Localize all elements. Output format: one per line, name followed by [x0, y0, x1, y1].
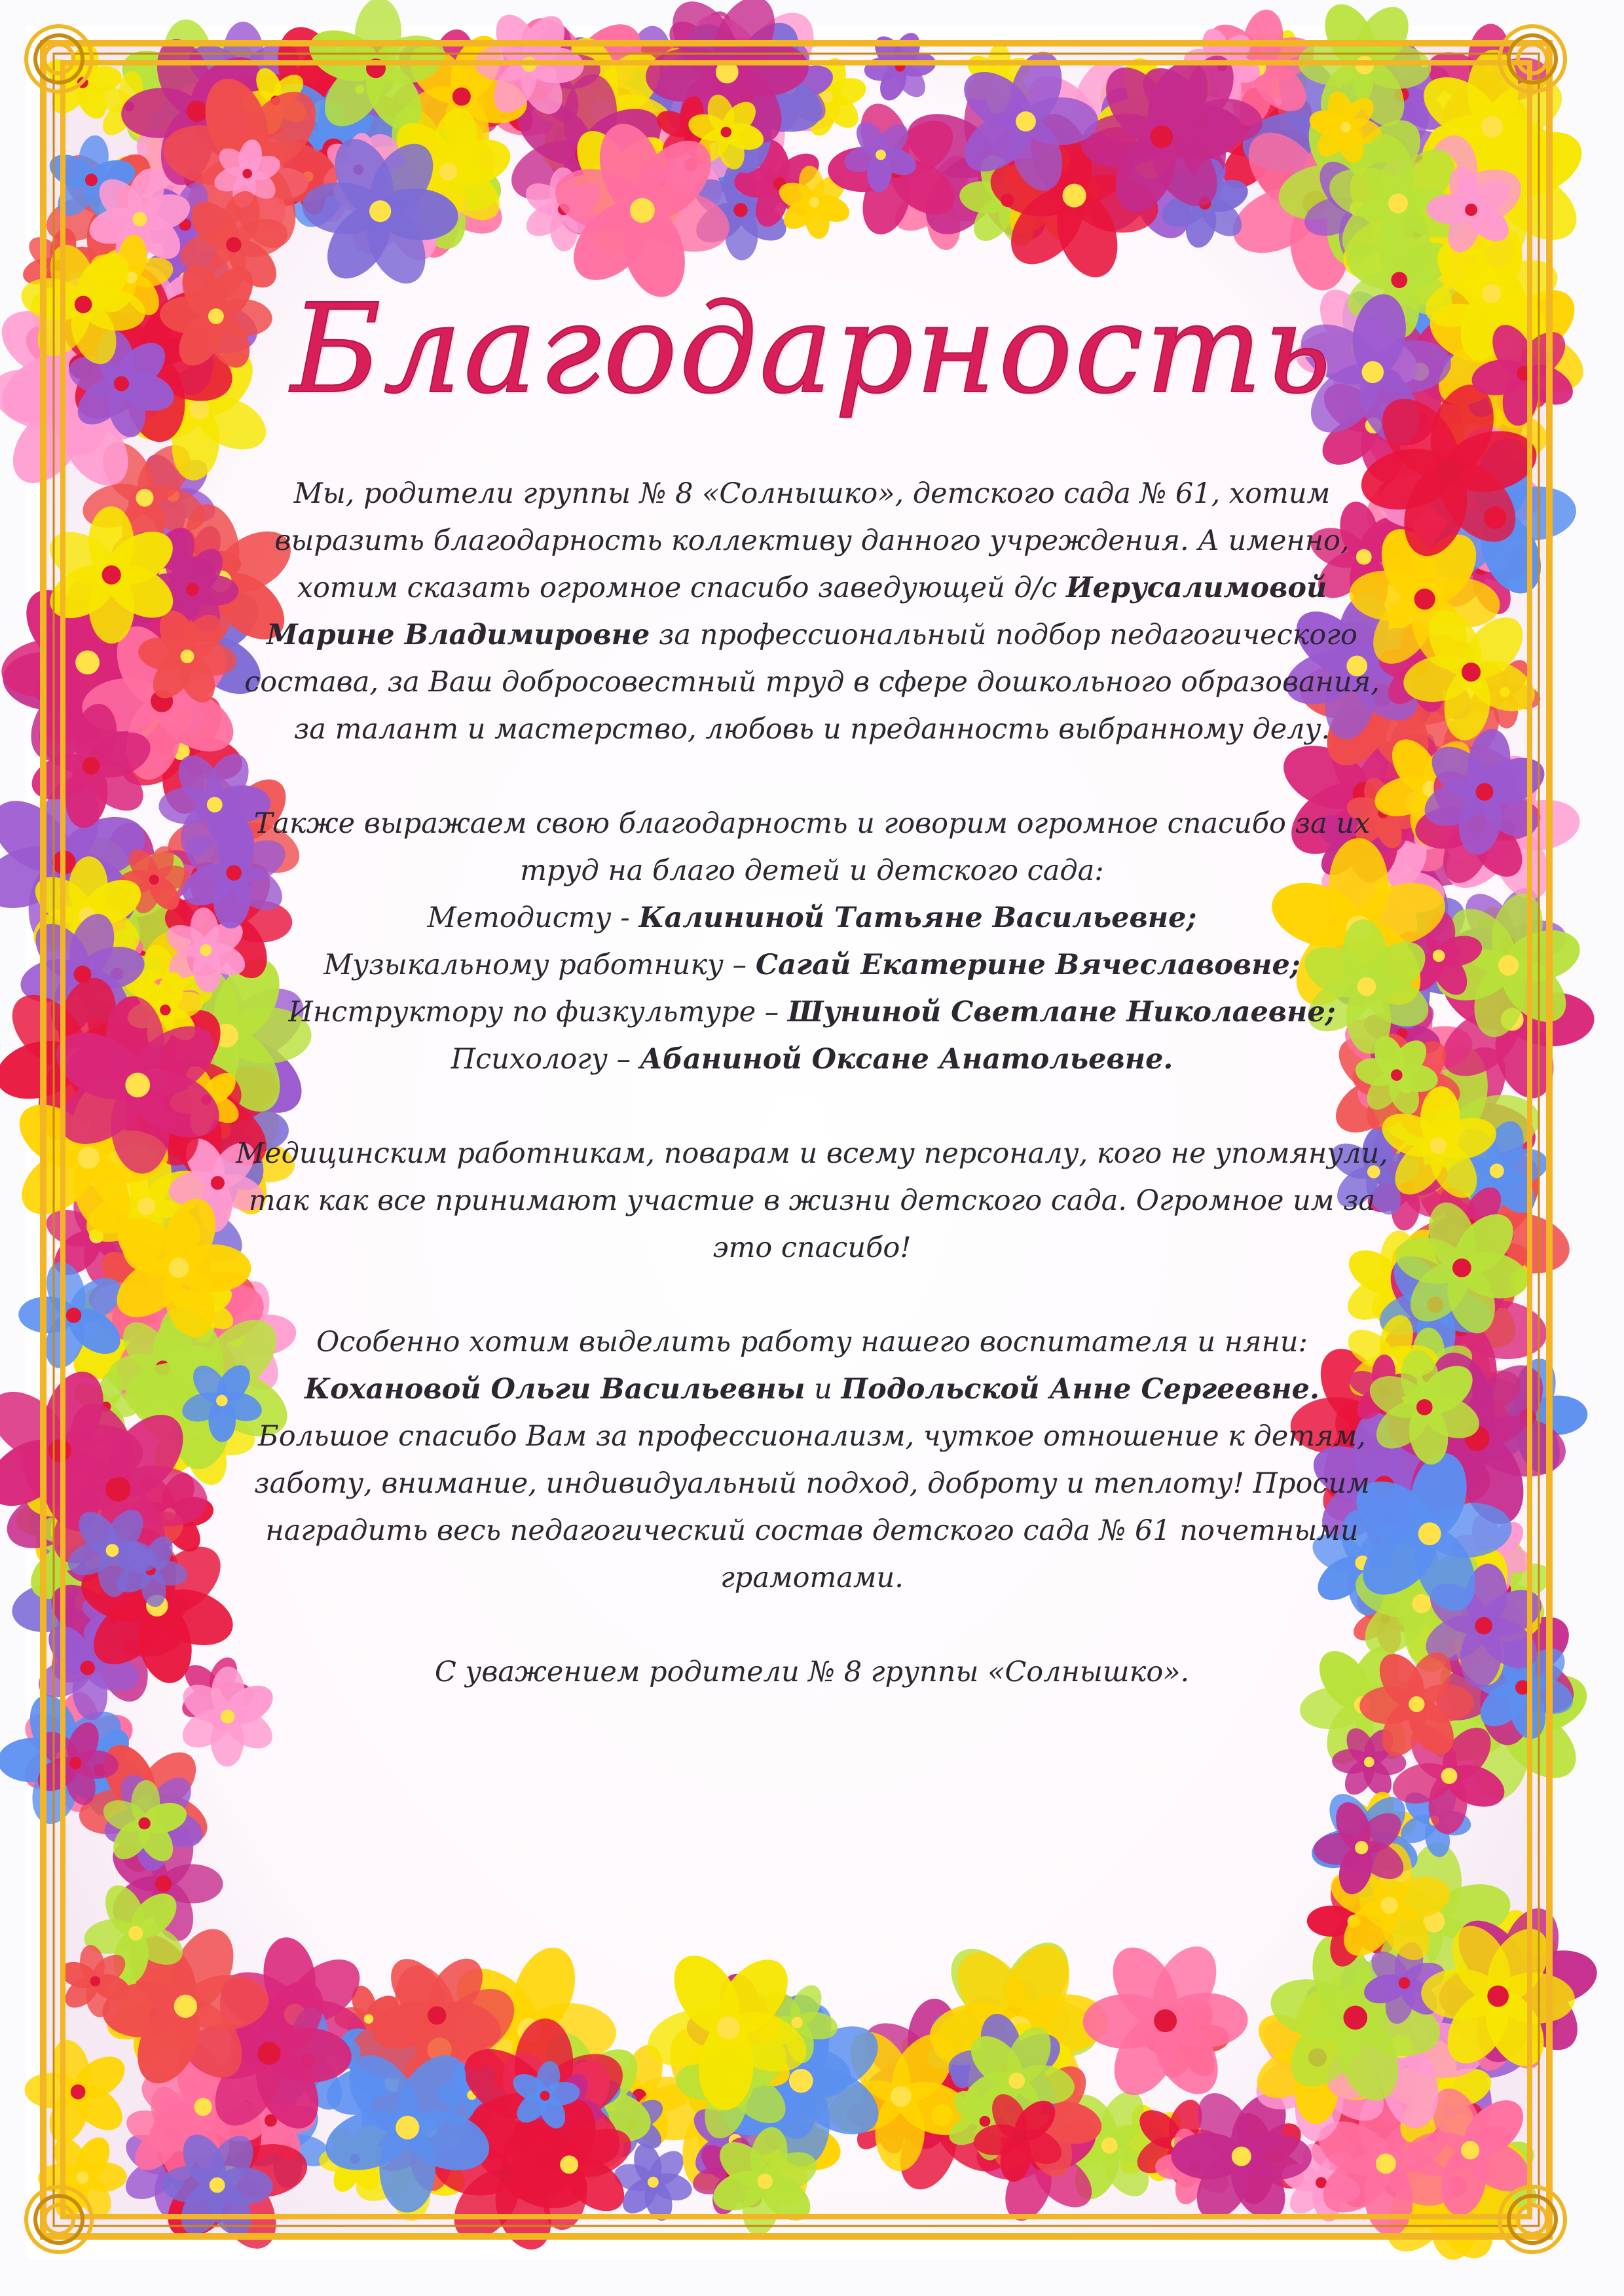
teachers-conj: и — [805, 1373, 841, 1406]
staff-role: Инструктору по физкультуре – — [288, 996, 788, 1029]
head-name: Иерусалимовой Марине Владимировне — [267, 572, 1327, 651]
intro-text-2: за профессиональный подбор педагогического состава, за Ваш добросовестный труд в сфере дошкольного образования, за талант и мастерство, любовь и преданность выбранному делу. — [244, 619, 1380, 746]
teachers-intro: Особенно хотим выделить работу нашего воспитателя и няни: — [316, 1326, 1308, 1358]
teachers-names — [236, 1366, 1388, 1413]
staff-intro: Также выражаем свою благодарность и говорим огромное спасибо за их труд на благо детей и детского сада: — [253, 807, 1371, 887]
paragraph-staff — [236, 800, 1388, 1083]
nanny-name: Подольской Анне Сергеевне. — [841, 1373, 1320, 1406]
staff-name: Калининой Татьяне Васильевне; — [638, 902, 1197, 934]
paragraph-personnel: Медицинским работникам, поварам и всему персоналу, кого не упомянули, так как все принимают участие в жизни детского сада. Огромное им за это спасибо! — [236, 1137, 1388, 1264]
staff-role: Музыкальному работнику – — [323, 949, 756, 981]
staff-row — [236, 941, 1388, 989]
certificate-title: Благодарность — [291, 278, 1333, 421]
teacher-name: Кохановой Ольги Васильевны — [304, 1373, 805, 1406]
staff-name: Шуниной Светлане Николаевне; — [787, 996, 1336, 1029]
paragraph-intro — [236, 470, 1388, 753]
teachers-text: Большое спасибо Вам за профессионализм, чуткое отношение к детям, заботу, внимание, индивидуальный подход, доброту и теплоту! Просим наградить весь педагогический состав детского сада № 61 почетными грамотами. — [254, 1420, 1370, 1594]
staff-role: Методисту - — [427, 902, 639, 934]
staff-name: Абаниной Оксане Анатольевне. — [639, 1043, 1173, 1076]
staff-role: Психологу – — [451, 1043, 640, 1076]
staff-name: Сагай Екатерине Вячеславовне; — [755, 949, 1301, 981]
staff-row — [236, 989, 1388, 1036]
staff-row — [236, 1036, 1388, 1083]
staff-row — [236, 894, 1388, 941]
signature: С уважением родители № 8 группы «Солнышко». — [434, 1656, 1190, 1688]
intro-text-1: Мы, родители группы № 8 «Солнышко», детского сада № 61, хотим выразить благодарность коллективу данного учреждения. А именно, хотим сказать огромное спасибо заведующей д/с — [274, 477, 1350, 604]
paragraph-teachers — [236, 1319, 1388, 1601]
certificate-body — [236, 249, 1388, 1925]
